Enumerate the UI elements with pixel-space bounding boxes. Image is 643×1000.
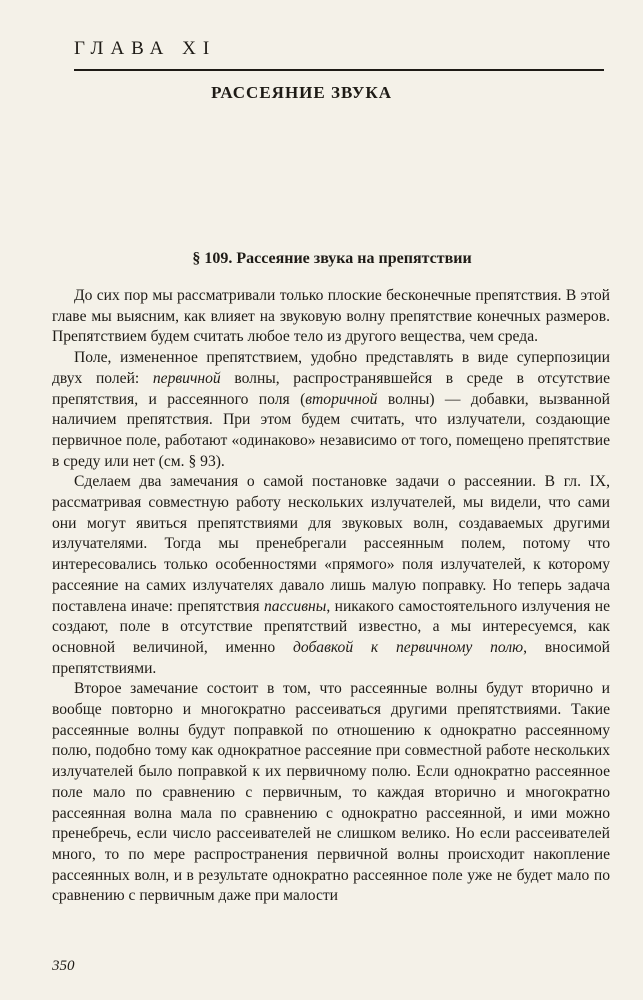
body-text — [52, 286, 610, 907]
chapter-label: ГЛАВА XI — [74, 38, 217, 59]
paragraph-3-emphasis-1: пассивны — [264, 597, 327, 615]
chapter-title: РАССЕЯНИЕ ЗВУКА — [211, 83, 392, 102]
paragraph-2-part-1: Поле, измененное препятствием, удобно представлять в виде суперпозиции двух полей: — [52, 349, 610, 387]
paragraph-3-part-2: , никакого самостоятельного излучения не создают, поле в отсутствие препятствий известно, а мы интересуемся, как основной величиной, именно — [52, 597, 610, 656]
paragraph-2-part-2: волны, распространявшейся в среде в отсутствие препятствия, и рассеянного поля ( — [52, 369, 610, 408]
page-number: 350 — [52, 958, 75, 974]
paragraph-2-emphasis-1: первичной — [152, 369, 221, 387]
paragraph-3-emphasis-2: добавкой к первичному полю — [292, 638, 524, 656]
paragraph-2 — [52, 348, 610, 472]
header-rule — [74, 69, 604, 71]
paragraph-4: Второе замечание состоит в том, что рассеянные волны будут вторично и вообще повторно и многократно рассеиваться другими препятствиями. Такие рассеянные волны будут поправкой по отношению к однократно рассеянному полю, подобно тому как однократное рассеяние при совместной работе нескольких излучателей было поправкой к их первичному полю. Если однократно рассеянное поле мало по сравнению с первичным, то каждая вторично и многократно рассеянная волна мала по сравнению с однократно рассеянной, и ими можно пренебречь, если число рассеивателей не слишком велико. Но если рассеивателей много, то по мере распространения первичной волны происходит накопление рассеянных волн, и в результате однократно рассеянное поле уже не будет мало по сравнению с первичным даже при малости — [52, 680, 610, 905]
paragraph-3-part-3: , вносимой препятствиями. — [52, 638, 610, 677]
paragraph-3 — [52, 472, 610, 679]
paragraph-2-emphasis-2: вторичной — [305, 390, 378, 408]
paragraph-3-part-1: Сделаем два замечания о самой постановке задачи о рассеянии. В гл. IX, рассматривая совместную работу нескольких излучателей, мы видели, что сами они могут явиться препятствиями для звуковых волн, создаваемых другими излучателями. Тогда мы пренебрегали рассеянным полем, потому что интересовались только особенностями «прямого» поля излучателей, к которому рассеяние на самих излучателях давало лишь малую поправку. Но теперь задача поставлена иначе: препятствия — [52, 473, 610, 615]
paragraph-1: До сих пор мы рассматривали только плоские бесконечные препятствия. В этой главе мы выясним, как влияет на звуковую волну препятствие конечных размеров. Препятствием будем считать любое тело из другого вещества, чем среда. — [52, 287, 610, 346]
paragraph-2-part-3: волны) — добавки, вызванной наличием препятствия. При этом будем считать, что излучатели, создающие первичное поле, работают «одинаково» независимо от того, помещено препятствие в среду или нет (см. § 93). — [52, 390, 611, 470]
section-heading: § 109. Рассеяние звука на препятствии — [192, 250, 472, 267]
